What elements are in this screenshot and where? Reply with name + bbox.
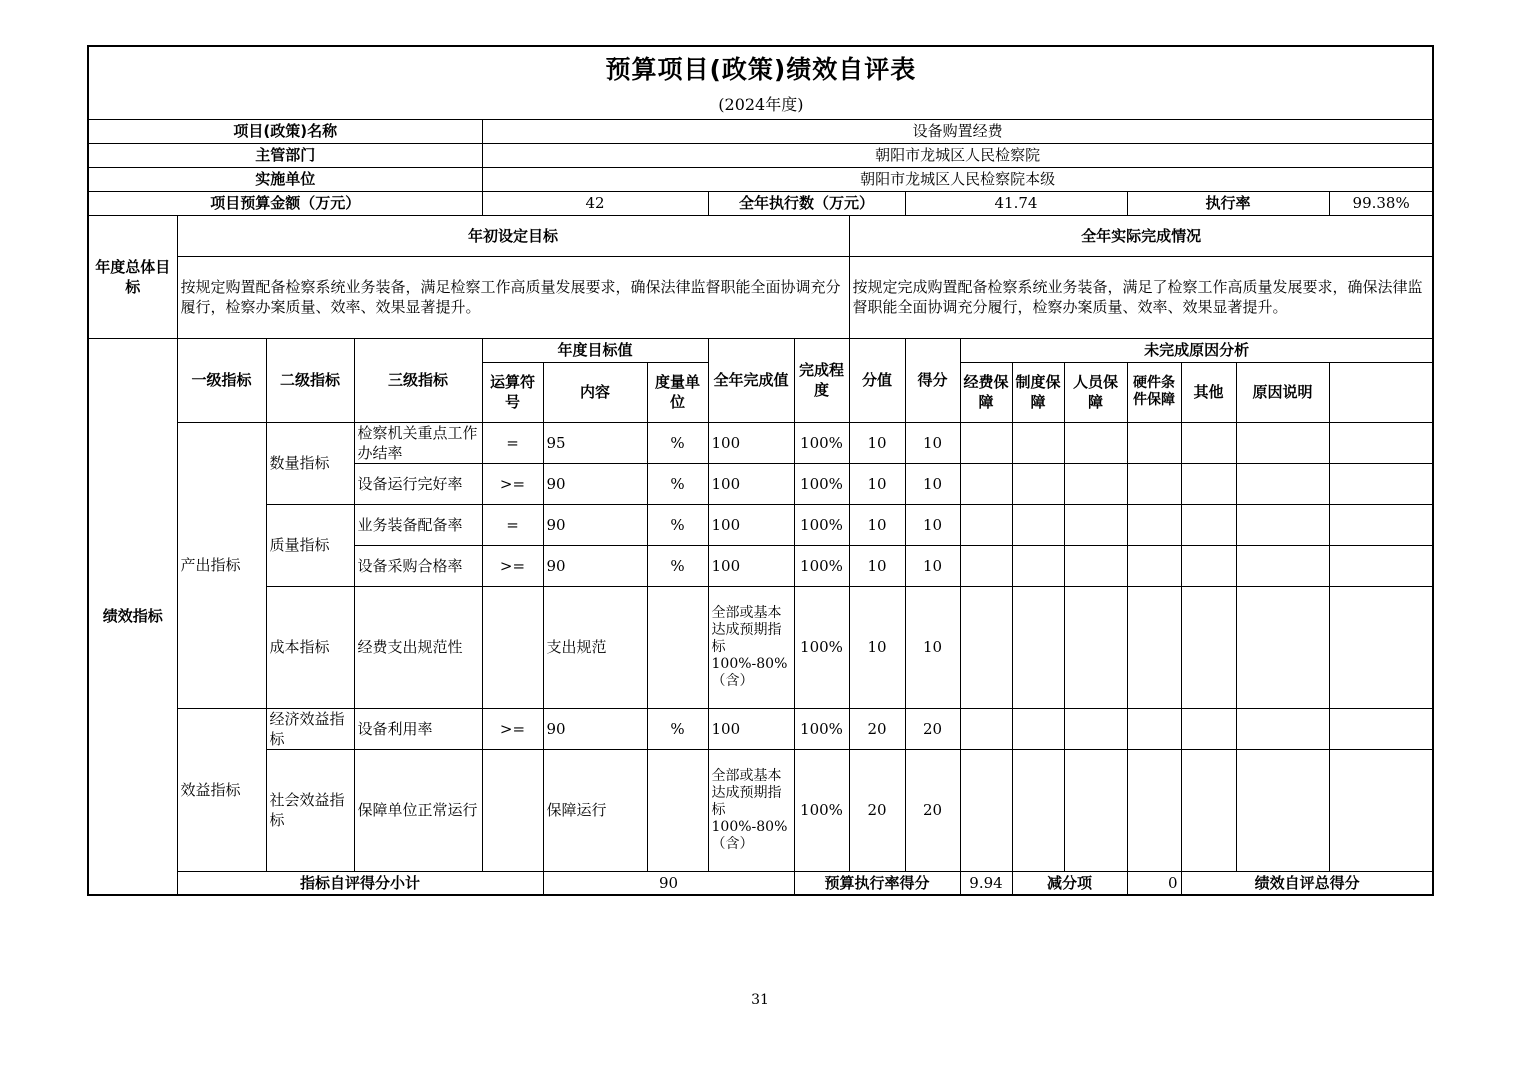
metric-name: 保障单位正常运行 [354,749,482,871]
performance-self-evaluation-table [87,45,1434,896]
level2-social: 社会效益指标 [266,749,354,871]
reason-staff-cell [1064,749,1127,871]
improve-cell [1329,708,1433,749]
metric-actual: 100 [708,422,794,463]
header-funding: 经费保障 [960,362,1012,422]
header-points: 分值 [849,338,905,422]
metric-actual: 全部或基本达成预期指标100%-80%（含） [708,586,794,708]
metric-unit: % [647,504,708,545]
metric-unit [647,586,708,708]
metric-score: 10 [905,586,960,708]
year-label: (2024年度) [88,92,1433,119]
reason-funding-cell [960,586,1012,708]
metric-name: 设备利用率 [354,708,482,749]
header-actual: 全年完成值 [708,338,794,422]
level1-output: 产出指标 [177,422,266,708]
metric-points: 20 [849,708,905,749]
reason-other-cell [1181,422,1236,463]
page-title: 预算项目(政策)绩效自评表 [88,46,1433,92]
metric-degree: 100% [794,586,849,708]
header-hardware: 硬件条件保障 [1127,362,1181,422]
metric-points: 10 [849,586,905,708]
metric-operator: = [482,504,543,545]
level1-benefit: 效益指标 [177,708,266,871]
header-other: 其他 [1181,362,1236,422]
metric-content: 90 [543,708,647,749]
header-level3: 三级指标 [354,338,482,422]
header-system: 制度保障 [1012,362,1064,422]
improve-cell [1329,545,1433,586]
reason-funding-cell [960,422,1012,463]
reason-funding-cell [960,463,1012,504]
metric-content: 保障运行 [543,749,647,871]
reason-funding-cell [960,545,1012,586]
reason-hardware-cell [1127,463,1181,504]
metric-points: 10 [849,504,905,545]
metric-unit: % [647,545,708,586]
metric-operator: = [482,422,543,463]
level2-economic: 经济效益指标 [266,708,354,749]
reason-other-cell [1181,749,1236,871]
reason-system-cell [1012,749,1064,871]
reason-other-cell [1181,545,1236,586]
reason-staff-cell [1064,586,1127,708]
header-target-group: 年度目标值 [482,338,708,362]
reason-funding-cell [960,708,1012,749]
reason-staff-cell [1064,545,1127,586]
actual-goal-text: 按规定完成购置配备检察系统业务装备，满足了检察工作高质量发展要求，确保法律监督职能全面协调充分履行，检察办案质量、效率、效果显著提升。 [849,256,1433,338]
reason-other-cell [1181,463,1236,504]
reason-explain-cell [1236,545,1329,586]
reason-hardware-cell [1127,749,1181,871]
metric-degree: 100% [794,422,849,463]
reason-system-cell [1012,463,1064,504]
reason-explain-cell [1236,708,1329,749]
unit-value: 朝阳市龙城区人民检察院本级 [482,167,1433,191]
metric-unit [647,749,708,871]
header-content: 内容 [543,362,647,422]
reason-staff-cell [1064,504,1127,545]
reason-funding-cell [960,749,1012,871]
metrics-section-label: 绩效指标 [88,338,177,895]
annual-goal-label: 年度总体目标 [88,215,177,338]
header-unit: 度量单位 [647,362,708,422]
metric-actual: 100 [708,463,794,504]
metric-actual: 全部或基本达成预期指标100%-80%（含） [708,749,794,871]
metric-unit: % [647,708,708,749]
header-degree: 完成程度 [794,338,849,422]
project-name-value: 设备购置经费 [482,119,1433,143]
level2-cost: 成本指标 [266,586,354,708]
subtotal-label: 指标自评得分小计 [177,871,543,895]
deduct-value: 0 [1127,871,1181,895]
metric-score: 10 [905,463,960,504]
exec-label: 全年执行数（万元） [708,191,905,215]
metric-operator [482,586,543,708]
actual-goal-header: 全年实际完成情况 [849,215,1433,256]
improve-cell [1329,422,1433,463]
improve-cell [1329,586,1433,708]
reason-explain-cell [1236,749,1329,871]
reason-other-cell [1181,586,1236,708]
reason-hardware-cell [1127,586,1181,708]
reason-other-cell [1181,504,1236,545]
exec-score-label: 预算执行率得分 [794,871,960,895]
reason-explain-cell [1236,463,1329,504]
reason-system-cell [1012,708,1064,749]
metric-name: 检察机关重点工作办结率 [354,422,482,463]
budget-value: 42 [482,191,708,215]
header-reason-group: 未完成原因分析 [960,338,1433,362]
reason-staff-cell [1064,708,1127,749]
metric-score: 20 [905,708,960,749]
reason-system-cell [1012,504,1064,545]
reason-hardware-cell [1127,504,1181,545]
metric-score: 10 [905,545,960,586]
metric-operator: >= [482,708,543,749]
metric-degree: 100% [794,504,849,545]
metric-score: 10 [905,422,960,463]
metric-actual: 100 [708,504,794,545]
dept-value: 朝阳市龙城区人民检察院 [482,143,1433,167]
rate-value: 99.38% [1329,191,1433,215]
metric-name: 设备运行完好率 [354,463,482,504]
improve-cell [1329,463,1433,504]
metric-operator: >= [482,463,543,504]
metric-content: 90 [543,463,647,504]
metric-content: 支出规范 [543,586,647,708]
rate-label: 执行率 [1127,191,1329,215]
page-number: 31 [751,992,769,1008]
initial-goal-text: 按规定购置配备检察系统业务装备，满足检察工作高质量发展要求，确保法律监督职能全面协调充分履行，检察办案质量、效率、效果显著提升。 [177,256,849,338]
metric-score: 10 [905,504,960,545]
unit-label: 实施单位 [88,167,482,191]
budget-label: 项目预算金额（万元） [88,191,482,215]
metric-degree: 100% [794,463,849,504]
metric-points: 20 [849,749,905,871]
header-explain: 原因说明 [1236,362,1329,422]
subtotal-value: 90 [543,871,794,895]
reason-system-cell [1012,586,1064,708]
metric-degree: 100% [794,749,849,871]
metric-content: 90 [543,504,647,545]
metric-operator: >= [482,545,543,586]
metric-content: 95 [543,422,647,463]
reason-hardware-cell [1127,545,1181,586]
metric-name: 设备采购合格率 [354,545,482,586]
metric-points: 10 [849,422,905,463]
reason-hardware-cell [1127,708,1181,749]
reason-funding-cell [960,504,1012,545]
header-score: 得分 [905,338,960,422]
header-staff: 人员保障 [1064,362,1127,422]
metric-name: 业务装备配备率 [354,504,482,545]
exec-value: 41.74 [905,191,1127,215]
metric-unit: % [647,422,708,463]
exec-score-value: 9.94 [960,871,1012,895]
metric-content: 90 [543,545,647,586]
reason-explain-cell [1236,504,1329,545]
metric-operator [482,749,543,871]
header-operator: 运算符号 [482,362,543,422]
reason-other-cell [1181,708,1236,749]
deduct-label: 减分项 [1012,871,1127,895]
metric-actual: 100 [708,708,794,749]
reason-staff-cell [1064,463,1127,504]
metric-unit: % [647,463,708,504]
reason-system-cell [1012,545,1064,586]
reason-explain-cell [1236,586,1329,708]
project-name-label: 项目(政策)名称 [88,119,482,143]
initial-goal-header: 年初设定目标 [177,215,849,256]
metric-points: 10 [849,463,905,504]
metric-actual: 100 [708,545,794,586]
improve-cell [1329,749,1433,871]
dept-label: 主管部门 [88,143,482,167]
metric-points: 10 [849,545,905,586]
level2-quantity: 数量指标 [266,422,354,504]
metric-score: 20 [905,749,960,871]
reason-staff-cell [1064,422,1127,463]
metric-degree: 100% [794,545,849,586]
improve-cell [1329,504,1433,545]
metric-degree: 100% [794,708,849,749]
reason-hardware-cell [1127,422,1181,463]
total-label: 绩效自评总得分 [1181,871,1433,895]
level2-quality: 质量指标 [266,504,354,586]
reason-explain-cell [1236,422,1329,463]
header-level1: 一级指标 [177,338,266,422]
header-level2: 二级指标 [266,338,354,422]
reason-system-cell [1012,422,1064,463]
metric-name: 经费支出规范性 [354,586,482,708]
